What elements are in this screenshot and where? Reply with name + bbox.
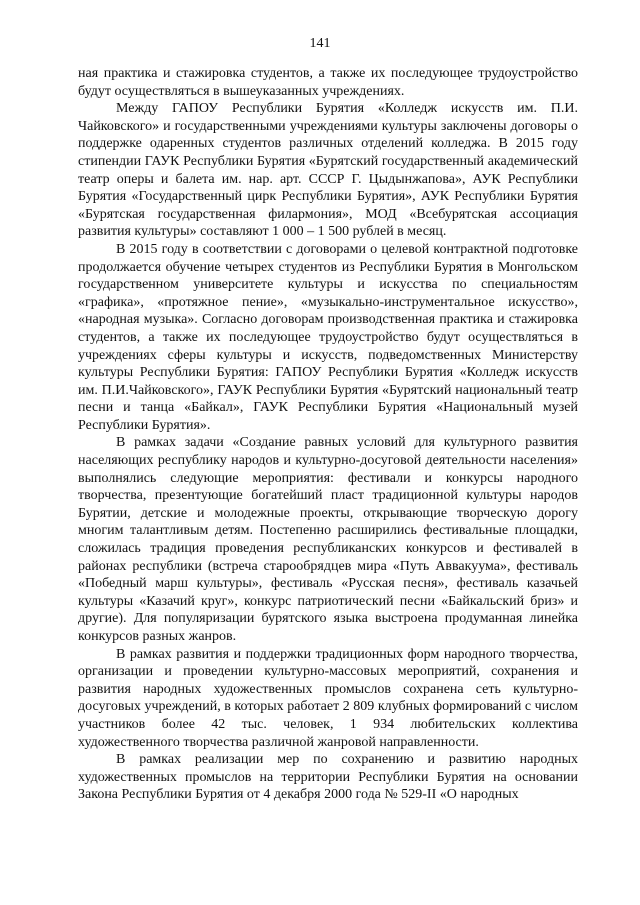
paragraph-folk-art: В рамках развития и поддержки традиционных форм народного творчества, организации и проведении культурно-массовых мероприятий, сохранения и развития народных художественных промыслов сохранена сеть культурно-досуговых учреждений, в которых работает 2 809 клубных формирований с числом участников более 42 тыс. человек, 1 934 любительских коллектива художественного творчества различной жанровой направленности.	[78, 646, 578, 750]
paragraph-festivals: В рамках задачи «Создание равных условий для культурного развития населяющих республику народов и культурно-досуговой деятельности населения» выполнялись следующие мероприятия: фестивали и конкурсы народного творчества, презентующие богатейший пласт традиционной культуры народов Бурятии, детские и молодежные проекты, открывающие творческую дорогу многим талантливым детям. Постепенно расширились фестивальные площадки, сложилась традиция проведения республиканских конкурсов и фестивалей в районах республики (встреча старообрядцев мира «Путь Аввакуума», фестиваль «Победный марш культуры», фестиваль «Русская песня», фестиваль казачьей культуры «Казачий круг», конкурс патриотический песни «Байкальский бриз» и другие). Для популяризации бурятского языка выстроена продуманная линейка конкурсов разных жанров.	[78, 435, 578, 644]
paragraph-crafts-law: В рамках реализации мер по сохранению и развитию народных художественных промыслов на территории Республики Бурятия на основании Закона Республики Бурятия от 4 декабря 2000 года № 529-II «О народных	[78, 752, 578, 803]
paragraph-mongolia-training: В 2015 году в соответствии с договорами о целевой контрактной подготовке продолжается обучение четырех студентов из Республики Бурятия в Монгольском государственном университете культуры и искусства по специальностям «графика», «протяжное пение», «музыкально-инструментальное искусство», «народная музыка». Согласно договорам производственная практика и стажировка студентов, а также их последующее трудоустройство будут осуществляться в учреждениях сферы культуры и искусств, подведомственных Министерству культуры Республики Бурятия: ГАПОУ Республики Бурятия «Колледж искусств им. П.И.Чайковского», ГАУК Республики Бурятия «Бурятский национальный театр песни и танца «Байкал», ГАУК Республики Бурятия «Национальный музей Республики Бурятия».	[78, 241, 578, 433]
paragraph-continuation: ная практика и стажировка студентов, а также их последующее трудоустройство будут осуществляться в вышеуказанных учреждениях.	[78, 66, 578, 99]
paragraph-college-contracts: Между ГАПОУ Республики Бурятия «Колледж искусств им. П.И. Чайковского» и государственными учреждениями культуры заключены договоры о поддержке одаренных студентов различных отделений колледжа. В 2015 году стипендии ГАУК Республики Бурятия «Бурятский государственный академический театр оперы и балета им. нар. арт. СССР Г. Цыдынжапова», АУК Республики Бурятия «Государственный цирк Республики Бурятия», АУК Республики Бурятия «Бурятская государственная филармония», МОД «Всебурятская ассоциация развития культуры» составляют 1 000 – 1 500 рублей в месяц.	[78, 101, 578, 240]
page-number: 141	[309, 36, 331, 51]
body-text	[78, 65, 578, 804]
